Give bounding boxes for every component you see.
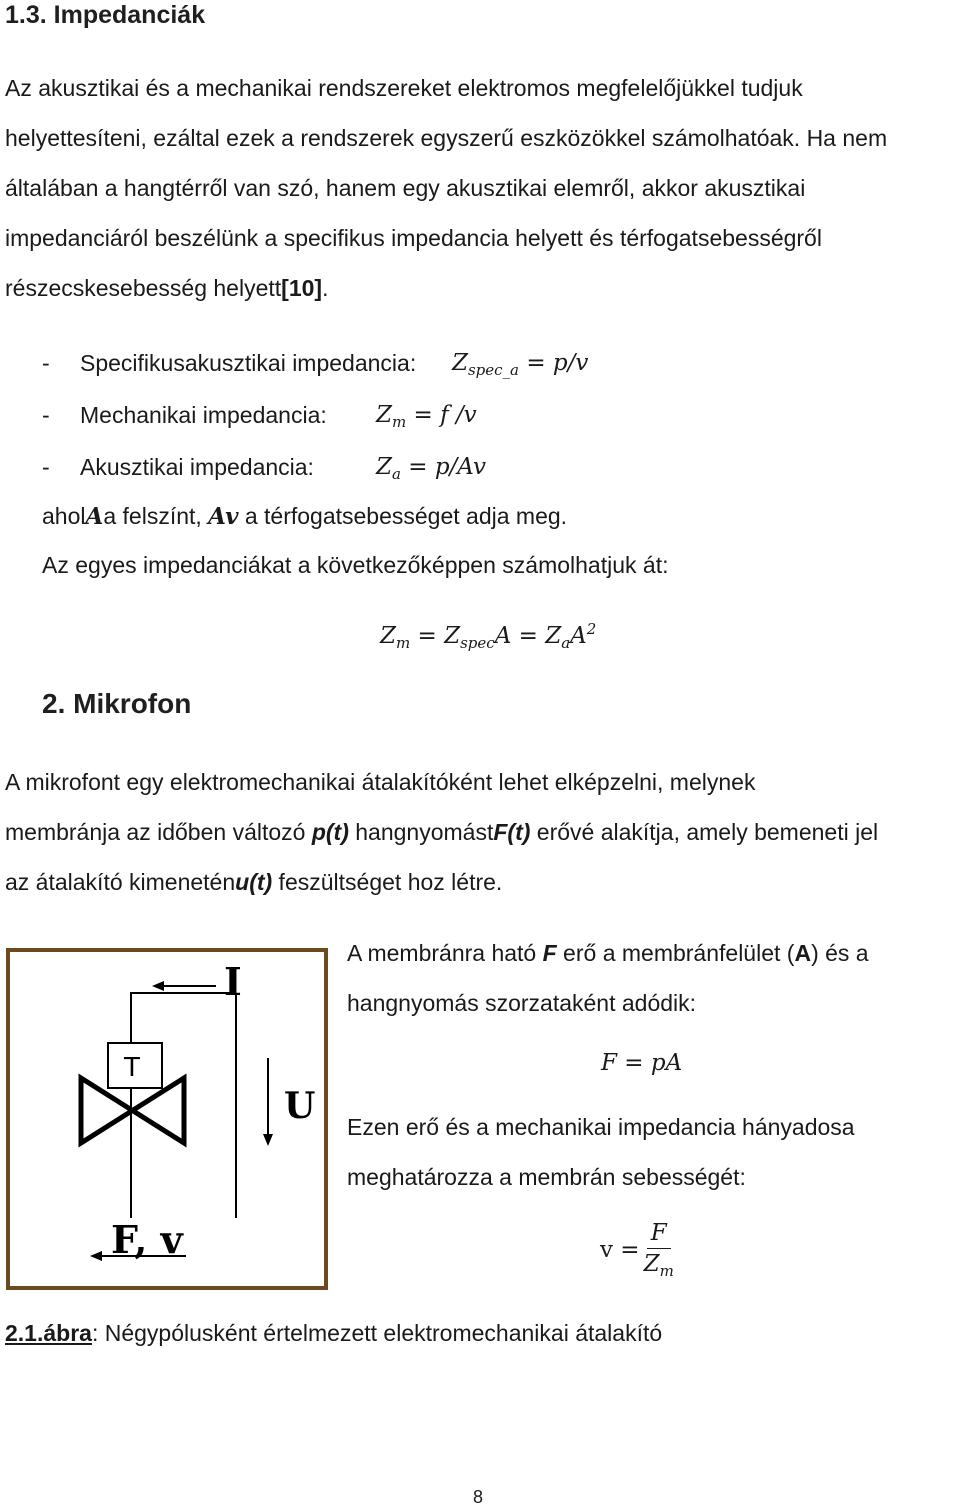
A-symbol: A [794, 940, 812, 966]
fraction-numerator: F [647, 1220, 671, 1249]
formula-z-a: $Z_a = p/Av$ [376, 454, 486, 483]
caption-text: : Négypólusként értelmezett elektromechanikai átalakító [91, 1320, 663, 1346]
label-Fv: F, v [111, 1217, 183, 1262]
right-line: Ezen erő és a mechanikai impedancia hányadosa [347, 1114, 855, 1140]
intro-end: . [322, 275, 329, 301]
symbol-Av: Av [208, 503, 239, 530]
where-line: aholAa felszínt, Av a térfogatsebességet adja meg. [42, 503, 568, 530]
list-dash: - [42, 402, 50, 428]
intro-paragraph [5, 63, 955, 313]
formula-force: F = pA [601, 1050, 683, 1076]
impedance-item-mechanical [42, 402, 642, 432]
list-dash: - [42, 454, 50, 480]
intro-line: általában a hangtérről van szó, hanem egy akusztikai elemről, akkor akusztikai [5, 175, 806, 201]
mic-line: A mikrofont egy elektromechanikai átalakítóként lehet elképzelni, melynek [5, 769, 756, 795]
symbol-A: A [85, 503, 104, 530]
formula-velocity: v = $\frac{F}{Z_m}$ [600, 1220, 674, 1280]
caption-ref: 2.1.ábra [5, 1320, 92, 1346]
conversion-intro: Az egyes impedanciákat a következőképpen számolhatjuk át: [42, 552, 669, 578]
velocity-fraction [644, 1220, 674, 1280]
label-U: U [284, 1085, 316, 1127]
figure-caption [5, 1320, 662, 1347]
list-label: Akusztikai impedancia: [80, 454, 314, 480]
intro-line: helyettesíteni, ezáltal ezek a rendszerek egyszerű eszközökkel számolhatóak. Ha nem [5, 125, 888, 151]
intro-line: Az akusztikai és a mechanikai rendszereket elektromos megfelelőjükkel tudjuk [5, 75, 803, 101]
intro-line [5, 263, 955, 313]
page-number: 8 [473, 1487, 484, 1507]
impedance-item-specific [42, 350, 642, 380]
transducer-figure [6, 948, 328, 1290]
pressure-symbol: p(t) [311, 819, 349, 845]
mic-paragraph [5, 757, 955, 907]
mic-line: az átalakító kimeneténu(t) feszültséget hoz létre. [5, 869, 503, 895]
label-T: T [124, 1053, 140, 1083]
impedance-item-acoustic [42, 454, 642, 484]
right-text-top [347, 928, 955, 1028]
formula-z-m: $Z_m = f$ /v [376, 402, 477, 431]
conversion-formula: $Z_m = Z_{spec}A = Z_aA^2$ [380, 620, 597, 652]
F-symbol: F [542, 940, 557, 966]
section-title: 1.3. Impedanciák [5, 1, 206, 29]
intro-line: impedanciáról beszélünk a specifikus impedancia helyett és térfogatsebességről [5, 225, 822, 251]
list-dash: - [42, 350, 50, 376]
formula-z-spec-a: $Z_{spec\_a} = p/v$ [452, 350, 589, 379]
list-label: Mechanikai impedancia: [80, 402, 327, 428]
fraction-denominator: $Z_m$ [643, 1251, 674, 1280]
right-line: hangnyomás szorzataként adódik: [347, 990, 697, 1016]
label-I: I [224, 959, 242, 1004]
list-label: Specifikusakusztikai impedancia: [80, 350, 417, 376]
force-symbol: F(t) [493, 819, 531, 845]
transducer-diagram [6, 948, 328, 1290]
right-text-bottom [347, 1102, 955, 1202]
voltage-symbol: u(t) [235, 869, 273, 895]
mic-section-title: 2. Mikrofon [42, 688, 192, 719]
citation: [10] [281, 275, 323, 301]
right-line: meghatározza a membrán sebességét: [347, 1164, 746, 1190]
mic-line: membránja az időben változó p(t) hangnyomástF(t) erővé alakítja, amely bemeneti jel [5, 819, 879, 845]
intro-last-text: részecskesebesség helyett [5, 275, 282, 301]
right-line: A membránra ható F erő a membránfelület (A) és a [347, 940, 869, 966]
